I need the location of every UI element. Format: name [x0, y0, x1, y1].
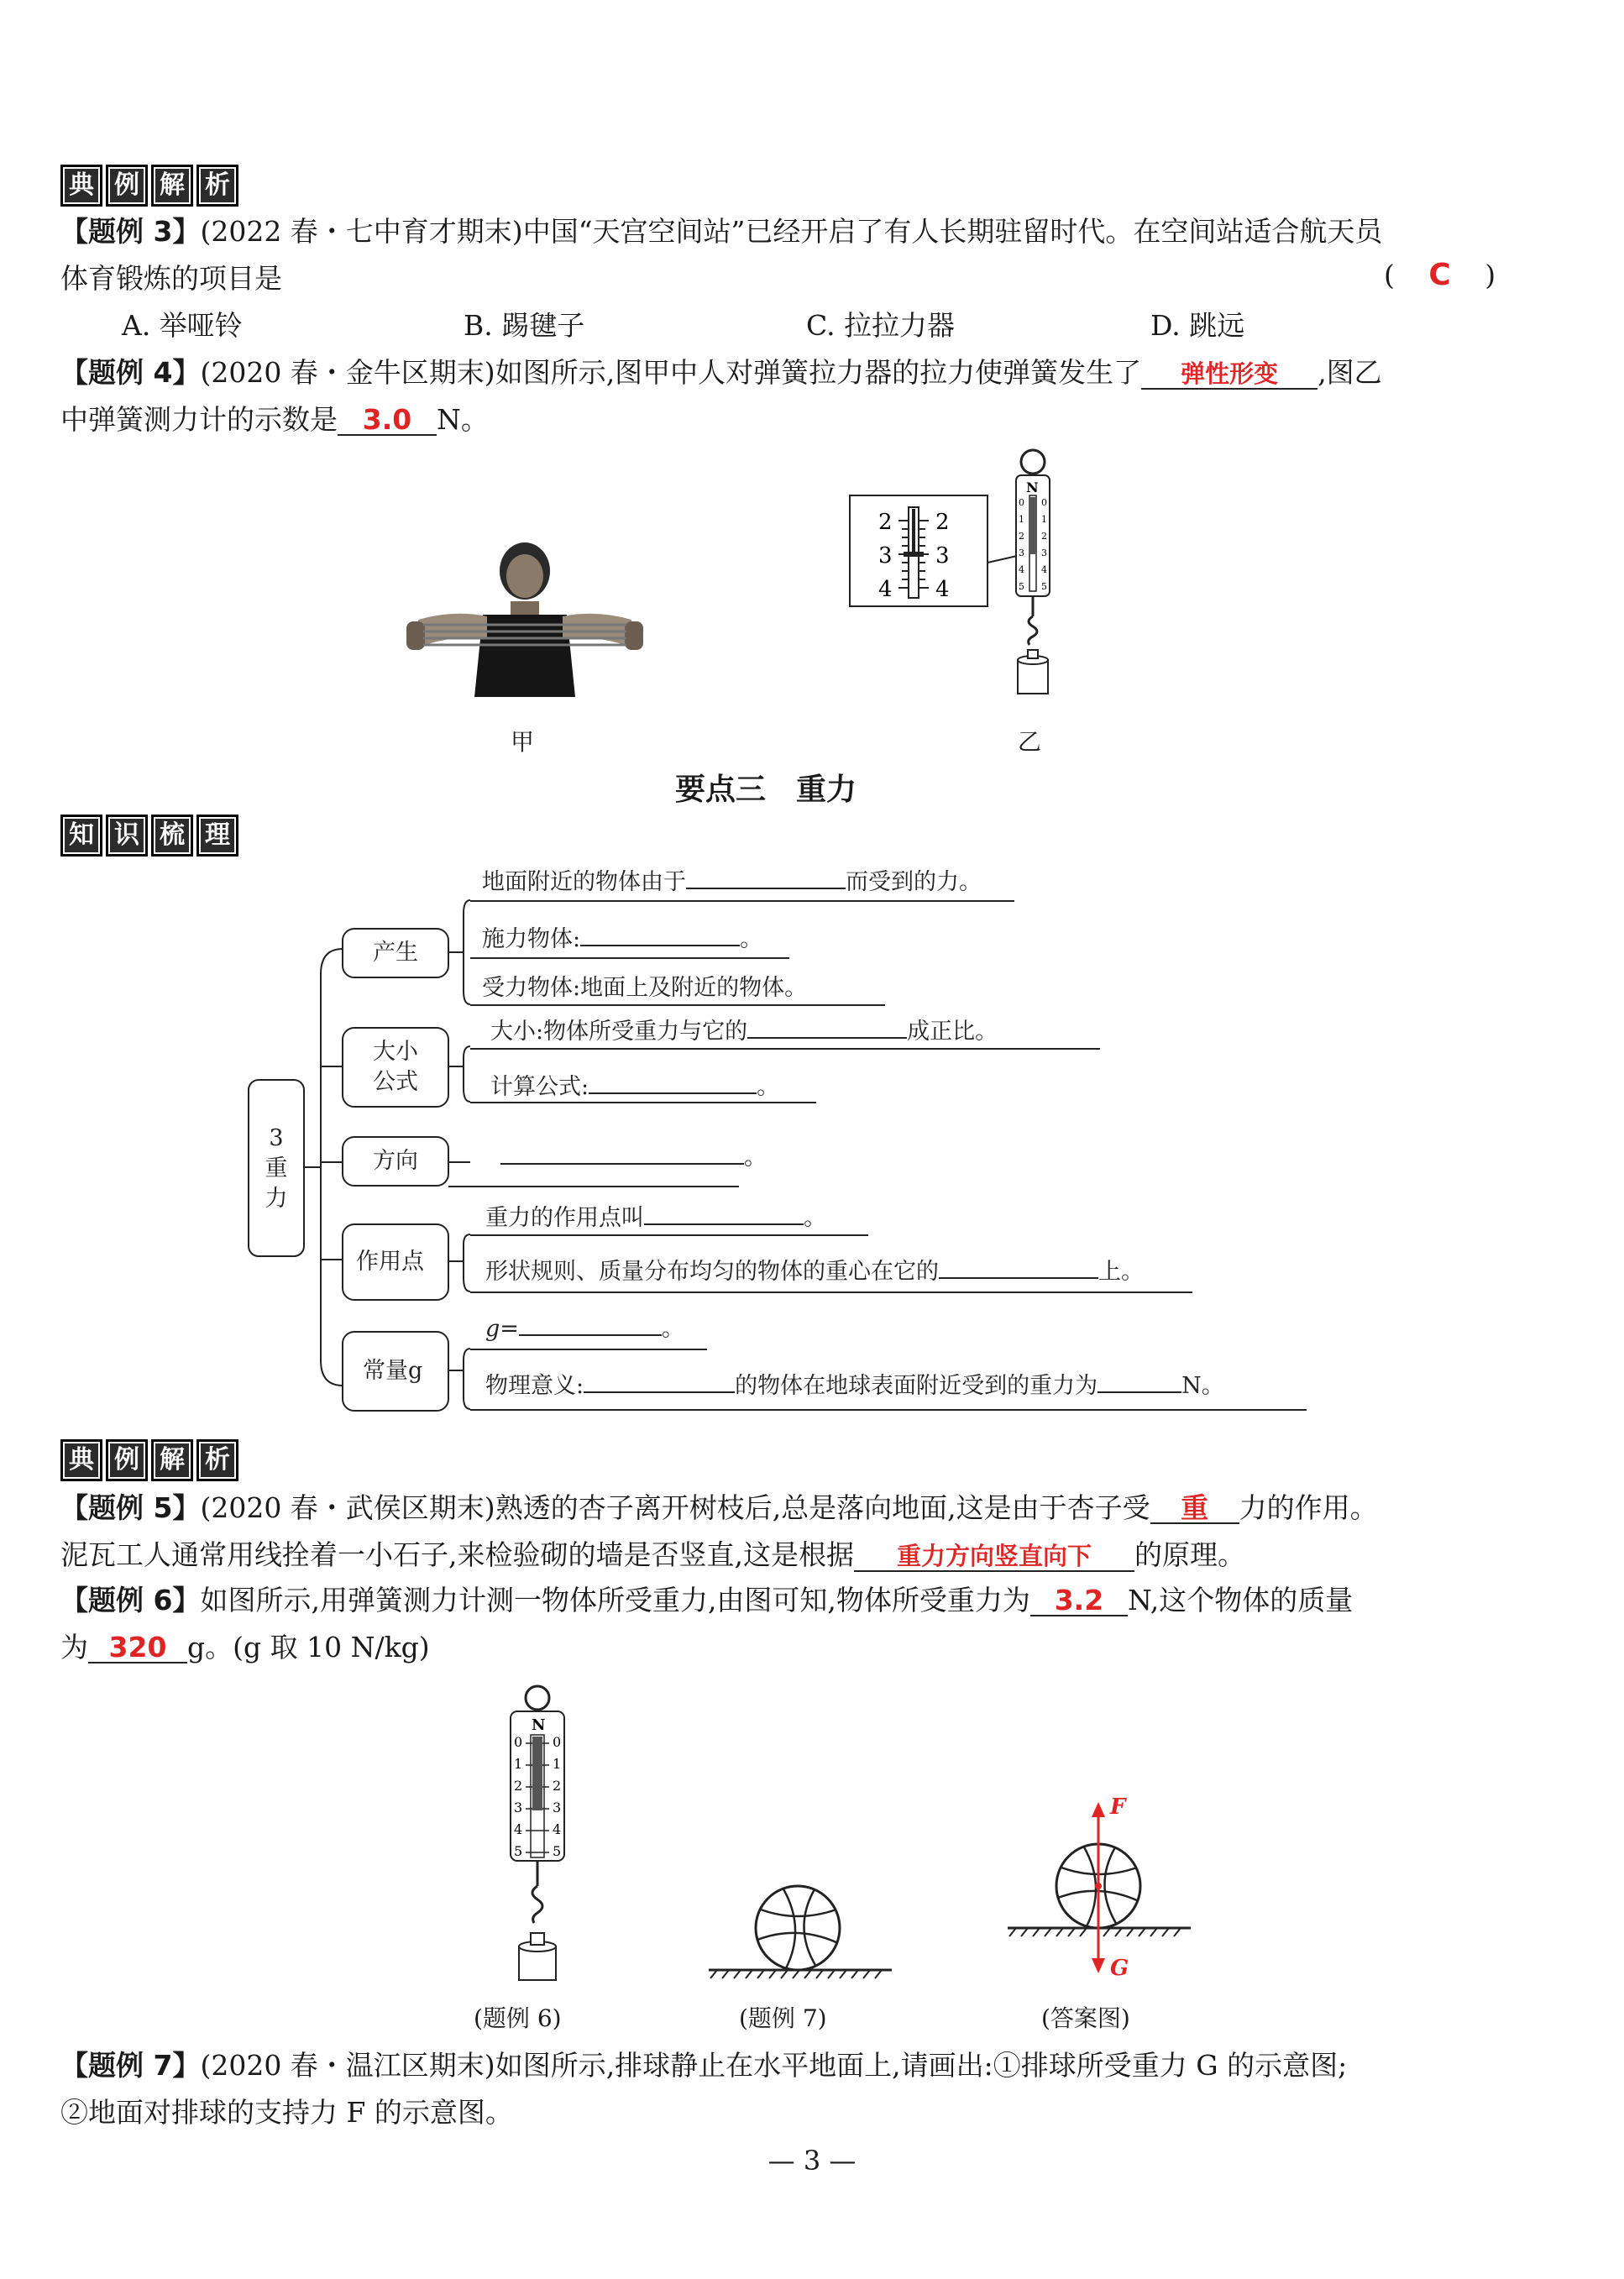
scale-unit: N [532, 1716, 546, 1734]
scale-unit: N [1026, 479, 1039, 495]
mm-text: 大小:物体所受重力与它的 [490, 1019, 748, 1045]
scale-tick: 1 [1019, 514, 1024, 525]
mm-line-1 [482, 868, 982, 897]
tag-char: 典 [60, 1439, 102, 1481]
q7-label: 【题例 7】 [60, 2049, 201, 2082]
q5-line2 [60, 1537, 1245, 1574]
tag-char: 梳 [151, 815, 193, 857]
tag-char: 典 [60, 165, 102, 207]
scale-tick: 1 [514, 1756, 523, 1772]
mm-line-6 [500, 1144, 767, 1172]
tag-char: 解 [151, 1439, 193, 1481]
q6-answer2: 320 [108, 1631, 167, 1663]
tag-char: 析 [196, 165, 238, 207]
scale-tick: 5 [553, 1843, 562, 1859]
scale-tick: 3 [553, 1800, 562, 1815]
fig-jia-caption: 甲 [511, 728, 535, 756]
mm-text: 。 [804, 1205, 826, 1231]
q4-text1a: 如图所示,图甲中人对弹簧拉力器的拉力使弹簧发生了 [495, 356, 1142, 389]
scale-tick: 3 [514, 1800, 523, 1815]
q3-option-d: D. 跳远 [1150, 309, 1245, 342]
tag-char: 析 [196, 1439, 238, 1481]
q6-line2 [60, 1629, 430, 1666]
mm-underline [470, 957, 789, 959]
q4-answer2: 3.0 [362, 403, 412, 436]
scale-tick: 4 [553, 1821, 562, 1837]
node-changliang: 常量g [363, 1358, 423, 1384]
node-daxiao-2: 公式 [373, 1069, 418, 1095]
caption-q6: (题例 6) [474, 2004, 562, 2032]
mm-text: 而受到的力。 [846, 869, 982, 895]
q5-line1 [60, 1490, 1378, 1527]
mm-text: 。 [661, 1316, 684, 1342]
q3-option-c: C. 拉拉力器 [806, 309, 956, 342]
scale-tick: 4 [1041, 564, 1047, 575]
mm-text: 成正比。 [907, 1019, 998, 1045]
q4-text2b: N。 [437, 403, 489, 436]
scale-tick: 2 [514, 1778, 523, 1794]
mm-text: 。 [740, 926, 763, 952]
q5-text2b: 的原理。 [1134, 1538, 1245, 1571]
tag-char: 知 [60, 815, 102, 857]
q7-source: (2020 春・温江区期末) [200, 2049, 495, 2082]
node-zuoyongdian: 作用点 [356, 1249, 424, 1275]
force-f-label: F [1110, 1794, 1126, 1820]
zoom-tick: 2 [878, 510, 893, 535]
mm-text: 地面附近的物体由于 [482, 869, 686, 895]
q6-text1b: N,这个物体的质量 [1127, 1584, 1354, 1616]
scale-tick: 0 [1019, 497, 1024, 508]
q4-answer1: 弹性形变 [1181, 359, 1279, 388]
caption-answer: (答案图) [1041, 2004, 1130, 2032]
mm-text: 的物体在地球表面附近受到的重力为 [735, 1373, 1098, 1399]
section-title: 要点三 重力 [675, 773, 857, 807]
scale-tick: 4 [1019, 564, 1024, 575]
root-char: 3 [269, 1125, 284, 1151]
tag-char: 理 [196, 815, 238, 857]
mm-text: 计算公式: [490, 1074, 589, 1100]
mm-line-3: 受力物体:地面上及附近的物体。 [482, 975, 808, 1001]
mm-text: 上。 [1098, 1259, 1144, 1285]
mm-line-7 [485, 1204, 826, 1233]
mm-underline [470, 1349, 707, 1350]
mm-underline [448, 1186, 739, 1187]
q7-line1 [60, 2047, 1347, 2084]
mm-text: g= [485, 1316, 519, 1342]
scale-tick: 2 [1019, 531, 1024, 542]
q3-label: 【题例 3】 [60, 215, 201, 248]
q6-text1a: 如图所示,用弹簧测力计测一物体所受重力,由图可知,物体所受重力为 [200, 1584, 1030, 1616]
mm-text: 。 [744, 1145, 767, 1171]
tag-char: 例 [106, 165, 148, 207]
q6-answer1: 3.2 [1054, 1584, 1104, 1616]
q3-text1: 中国“天宫空间站”已经开启了有人长期驻留时代。在空间站适合航天员 [522, 215, 1383, 248]
scale-tick: 0 [1041, 497, 1047, 508]
q4-label: 【题例 4】 [60, 356, 201, 389]
q5-text1b: 力的作用。 [1239, 1491, 1378, 1524]
mm-text: 施力物体: [482, 926, 581, 952]
tag-char: 例 [106, 1439, 148, 1481]
q7-text1: 如图所示,排球静止在水平地面上,请画出:①排球所受重力 G 的示意图; [495, 2049, 1348, 2082]
caption-q7: (题例 7) [739, 2004, 827, 2032]
q5-text1a: 熟透的杏子离开树枝后,总是落向地面,这是由于杏子受 [495, 1491, 1150, 1524]
mm-underline [470, 1291, 1192, 1293]
scale-tick: 3 [1019, 547, 1024, 558]
scale-tick: 0 [514, 1734, 523, 1750]
q5-answer1: 重 [1181, 1491, 1209, 1524]
paren-close: ) [1485, 259, 1496, 291]
root-char: 重 [265, 1155, 288, 1181]
q3-source: (2022 春・七中育才期末) [200, 215, 523, 248]
mm-text: 重力的作用点叫 [485, 1205, 644, 1231]
mm-text: 物理意义: [485, 1373, 584, 1399]
mm-underline [470, 900, 1014, 902]
mm-text: N。 [1181, 1373, 1224, 1399]
q3-answer: C [1428, 258, 1451, 292]
mm-underline [470, 1102, 816, 1103]
node-daxiao-1: 大小 [373, 1039, 418, 1065]
figure-q7-ball [705, 1881, 898, 1982]
figure-answer-forces [1004, 1794, 1206, 1987]
mm-line-5 [490, 1073, 779, 1102]
q7-line2: ②地面对排球的支持力 F 的示意图。 [60, 2096, 513, 2129]
q4-text2a: 中弹簧测力计的示数是 [60, 403, 338, 436]
mm-line-8 [485, 1258, 1144, 1286]
fig-yi-caption: 乙 [1018, 728, 1042, 756]
q6-line1 [60, 1582, 1353, 1619]
q6-text2b: g。(g 取 10 N/kg) [187, 1631, 430, 1663]
q5-answer2: 重力方向竖直向下 [896, 1542, 1092, 1570]
page-number: — 3 — [767, 2145, 857, 2177]
figure-q6-scale [495, 1679, 579, 1982]
scale-tick: 4 [514, 1821, 523, 1837]
scale-tick: 5 [1041, 581, 1047, 592]
mm-text: 。 [757, 1074, 780, 1100]
zoom-tick: 4 [935, 577, 950, 602]
tag-char: 解 [151, 165, 193, 207]
mm-underline [470, 1234, 868, 1236]
q5-text2a: 泥瓦工人通常用线拴着一小石子,来检验砌的墙是否竖直,这是根据 [60, 1538, 854, 1571]
tag-char: 识 [106, 815, 148, 857]
q6-text2a: 为 [60, 1631, 88, 1663]
scale-tick: 0 [553, 1734, 562, 1750]
q3-text2: 体育锻炼的项目是 [60, 262, 282, 295]
q3-option-a: A. 举哑铃 [122, 309, 243, 342]
q4-text1b: ,图乙 [1318, 356, 1382, 389]
q5-label: 【题例 5】 [60, 1491, 201, 1524]
root-char: 力 [265, 1186, 288, 1212]
mm-line-4 [490, 1018, 998, 1046]
scale-tick: 1 [1041, 514, 1047, 525]
q6-label: 【题例 6】 [60, 1584, 201, 1616]
mm-text: 形状规则、质量分布均匀的物体的重心在它的 [485, 1259, 939, 1285]
scale-tick: 5 [514, 1843, 523, 1859]
scale-tick: 1 [553, 1756, 562, 1772]
node-fangxiang: 方向 [373, 1148, 418, 1174]
zoom-tick: 3 [935, 543, 950, 568]
zoom-tick: 2 [935, 510, 950, 535]
mm-underline [470, 1004, 885, 1006]
q5-source: (2020 春・武侯区期末) [200, 1491, 495, 1524]
mm-line-9 [485, 1315, 684, 1344]
scale-tick: 2 [553, 1778, 562, 1794]
section-tag-analysis-2 [60, 1439, 238, 1481]
q4-source: (2020 春・金牛区期末) [200, 356, 495, 389]
mindmap-root [264, 1124, 289, 1214]
mm-underline [470, 1409, 1307, 1411]
scale-tick: 2 [1041, 531, 1047, 542]
q3-option-b: B. 踢毽子 [464, 309, 585, 342]
node-chansheng: 产生 [373, 940, 418, 966]
zoom-tick: 3 [878, 543, 893, 568]
zoom-tick: 4 [878, 577, 893, 602]
scale-tick: 3 [1041, 547, 1047, 558]
mm-line-2 [482, 925, 762, 954]
mm-underline [470, 1048, 1100, 1050]
mm-line-10 [485, 1372, 1224, 1401]
scale-tick: 5 [1019, 581, 1024, 592]
paren-open: ( [1384, 259, 1395, 291]
force-g-label: G [1110, 1956, 1129, 1981]
